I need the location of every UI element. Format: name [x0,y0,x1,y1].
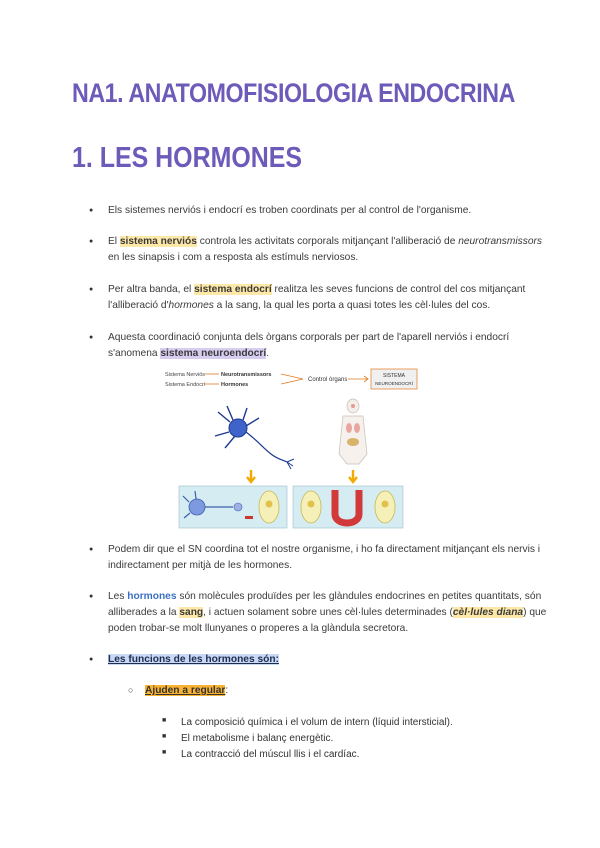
blood-vessel-panel [293,486,403,528]
text: controla les activitats corporals mitjançant l'alliberació de [196,236,459,247]
text: , i actuen solament sobre unes cèl·lules determinades ( [203,607,453,618]
diagram-box-line2: NEUROENDOCRÍ [375,381,413,386]
bullet-text: Podem dir que el SN coordina tot el nostre organisme, i ho fa directament mitjançant els nervis i indirectament per mitjà de les hormones. [108,544,541,571]
text: a la sang, la qual les porta a quasi totes les cèl·lules del cos. [213,300,491,311]
synapse-panel [179,486,287,528]
highlight-sistema-nervios: sistema nerviós [119,236,197,247]
functions-heading: Les funcions de les hormones són: [108,654,279,665]
section-title: 1. LES HORMONES [72,142,303,174]
bullet-coordination [108,203,548,219]
text: Aquesta coordinació conjunta dels òrgans corporals per part de l'aparell nerviós i endocrí s'anomena [108,332,510,359]
list-item-text: La composició química i el volum de intern (líquid intersticial). [181,717,453,728]
italic-neurotransmissors: neurotransmissors [458,236,542,247]
arrow [281,374,303,384]
bullet-functions-heading [108,652,548,668]
diagram-label-neurotransmitters: Neurotransmissors [221,372,272,378]
down-arrow [349,470,357,482]
arrow [348,376,368,382]
text: ) que poden trobar-se molt llunyanes o properes a la glàndula secretora. [108,607,547,634]
diagram-label-control: Control òrgans [308,377,348,383]
list-item-text: La contracció del múscul llis i el cardíac. [181,749,360,760]
diagram-box [371,369,417,389]
document-title: NA1. ANATOMOFISIOLOGIA ENDOCRINA [72,78,515,108]
bullet-neuroendocrine [108,330,548,362]
bullet-hormones-definition [108,589,548,637]
diagram-box-line1: SISTEMA [383,373,405,379]
list-item-text: El metabolisme i balanç energètic. [181,733,334,744]
highlight-ajuden-a-regular: Ajuden a regular [145,685,226,696]
neuroendocrine-diagram [163,366,419,536]
highlight-cellules-diana: cèl·lules diana [452,607,524,618]
highlight-sistema-endocri: sistema endocrí [194,284,272,295]
list-item [181,733,333,744]
text: Les [108,591,128,602]
italic-hormones: hormones [168,300,214,311]
body-illustration [339,399,367,464]
bullet-sn-coordination [108,542,548,574]
term-hormones: hormones [127,591,177,602]
text: : [225,685,229,696]
list-item [181,717,453,728]
text: Per altra banda, el [108,284,195,295]
diagram-label-nervous: Sistema Nerviós [165,372,206,378]
list-item [181,749,359,760]
neuron-illustration [215,406,294,469]
sub-item-regulate [145,685,228,696]
highlight-sistema-neuroendocri: sistema neuroendocrí [160,348,267,359]
highlight-sang: sang [179,607,204,618]
down-arrow [247,470,255,482]
bullet-text: Els sistemes nerviós i endocrí es troben coordinats per al control de l'organisme. [108,205,472,216]
text: són molècules produïdes per les glàndules endocrines en petites quantitats, són alliberades a la [108,591,542,618]
text: El [108,236,120,247]
bullet-nervous-system [108,234,548,266]
text: . [266,348,270,359]
text: en les sinapsis i com a resposta als estímuls nerviosos. [108,252,359,263]
text: realitza les seves funcions de control del cos mitjançant l'alliberació d' [108,284,526,311]
diagram-label-endocrine: Sistema Endocrí [165,382,206,388]
bullet-endocrine-system [108,282,548,314]
diagram-label-hormones: Hormones [221,382,249,388]
